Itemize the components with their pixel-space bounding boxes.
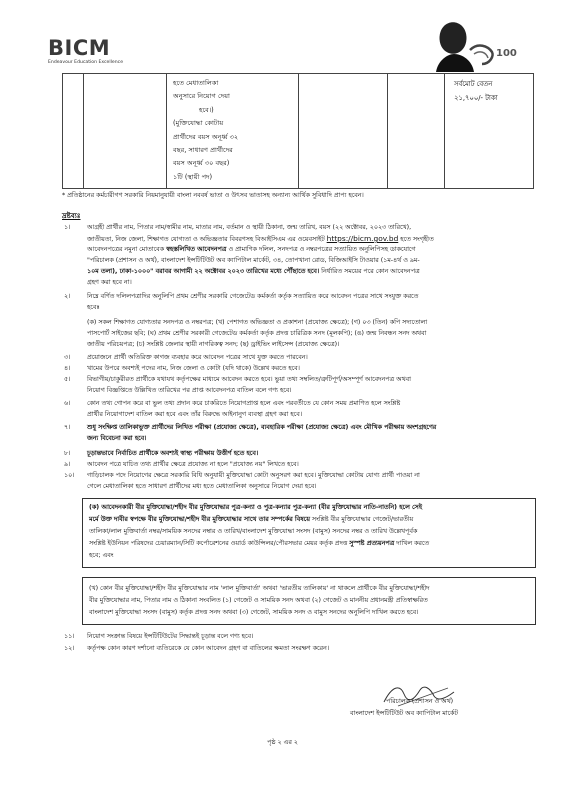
item-text: জাতীয় পরিচয়পত্র; (চ) সংশ্লিষ্ট জেলার স্থায়ী নাগরিকত্ব সনদ; (ছ) ড্রাইভিং লাইসেন্স (প্রযোজ্য ক্ষেত্রে)।	[87, 341, 340, 348]
item-text: কর্তৃপক্ষ কোন কারণ দর্শানো ব্যতিরেকে যে কোন আবেদন গ্রহণ বা বাতিলের ক্ষমতা সংরক্ষণ করেন।	[87, 645, 330, 652]
emblem-year: 100	[496, 48, 517, 59]
item-text: শুধু সংক্ষিপ্ত তালিকাভুক্ত প্রার্থীদের লিখিত পরীক্ষা (প্রযোজ্য ক্ষেত্রে), ব্যবহারিক পরীক্ষা (প্রযোজ্য ক্ষেত্রে) এবং মৌখিক পরীক্ষায় অংশগ্রহণের	[87, 424, 437, 431]
item-number: ১১।	[64, 633, 75, 640]
item-text-part: হতে সংগৃহীত	[398, 236, 434, 243]
item-text: নিয়োগ বিজ্ঞপ্তিতে উল্লিখিত তারিখের পর প্রাপ্ত আবেদনপত্র বাতিল বলে গণ্য হবে।	[87, 387, 292, 394]
item-text: আবেদন পত্রে যাচিত তথ্য প্রার্থীর ক্ষেত্রে প্রযোজ্য না হলে "প্রযোজ্য নয়" লিখতে হবে।	[87, 461, 299, 468]
item-text-part: ও প্রামাণিক দলিল, সনদপত্র ও নম্বরপত্রের সত্যায়িত অনুলিপিসহ ডাকযোগে	[226, 246, 416, 253]
item-text	[87, 266, 420, 277]
table-divider	[166, 74, 167, 188]
logo-text: BICM	[48, 36, 111, 60]
item-text-part: জাতীয়তা, নিজ জেলা, শিক্ষাগত যোগ্যতা ও অভিজ্ঞতার বিবরণসহ বিআইসিএম এর ওয়েবসাইট	[87, 236, 327, 243]
item-text: বিভাগীয়/চাকুরীরত প্রার্থীকে যথাযথ কর্তৃপক্ষের মাধ্যমে আবেদন করতে হবে। ভুয়া তথ্য সম্বলিত/ত্রুটিপূর্ণ/অসম্পূর্ণ আবেদনপত্র অথবা	[87, 376, 412, 383]
centenary-emblem	[430, 20, 522, 72]
logo-tagline: Endeavour Education Excellence	[48, 60, 124, 65]
item-text: চূড়ান্তভাবে নির্বাচিত প্রার্থীকে অবশ্যই স্বাস্থ্য পরীক্ষায় উত্তীর্ণ হতে হবে।	[87, 450, 259, 457]
box-text-bold: সুস্পষ্ট প্রত্যয়নপত্র	[349, 540, 395, 547]
item-text: নিয়োগ সংক্রান্ত বিষয়ে ইন্সটিটিউটের সিদ্ধান্তই চূড়ান্ত বলে গণ্য হবে।	[87, 633, 254, 640]
box-text-part: সংশ্লিষ্ট ইউনিয়ন পরিষদের চেয়ারম্যান/সিটি কর্পোরেশনের ওয়ার্ড কাউন্সিলর/পৌরসভার মেয়র কর্তৃক প্রদত্ত	[89, 540, 350, 547]
item-text: গ্রহণ করা হবে না।	[87, 279, 132, 286]
box-text: বীর মুক্তিযোদ্ধার নাম, পিতার নাম ও ঠিকানা সংবলিত (১) গেজেট ও সাময়িক সনদ অথবা (২) গেজেট ও মাননীয় প্রধানমন্ত্রী প্রতিস্বাক্ষরিত	[89, 597, 428, 604]
table-divider	[387, 74, 388, 188]
item-number: ৬।	[64, 400, 71, 407]
salary-cell	[454, 77, 534, 105]
salary-label: সর্বমোট বেতন	[454, 80, 493, 88]
item-number: ৯।	[64, 461, 71, 468]
box-text: বাংলাদেশ মুক্তিযোদ্ধা সংসদ (বামুস) কর্তৃক প্রদত্ত সনদ অথবা (৩) গেজেট, সাময়িক সনদ ও বামুস সনদের অনুলিপি দাখিল করতে হবে।	[89, 609, 419, 616]
item-number: ৫।	[64, 376, 71, 383]
table-cell-line: (মুক্তিযোদ্ধা কোটায়	[173, 119, 224, 128]
signatory-title: পরিচালক (প্রশাসন ও অর্থ)	[386, 698, 454, 705]
table-divider	[83, 74, 84, 188]
box-text: (খ) কোন বীর মুক্তিযোদ্ধা/শহীদ বীর মুক্তিযোদ্ধার নাম 'লাল মুক্তিবার্তা' অথবা 'ভারতীয় তালিকায়' না থাকলে প্রার্থীকে বীর মুক্তিযোদ্ধা/শহীদ	[89, 585, 430, 592]
table-cell-line: ১টি (স্থায়ী পদ)	[173, 172, 213, 181]
item-text: নিম্নে বর্ণিত দলিলপত্রাদির অনুলিপি প্রথম শ্রেণীর সরকারি গেজেটেড কর্মকর্তা কর্তৃক সত্যায়িত করে আবেদন পত্রের সাথে সংযুক্ত করতে	[87, 293, 419, 300]
deadline-text: আগামী ২২ অক্টোবর ২০২৩ তারিখের মধ্যে পৌঁছাতে হবে।	[173, 268, 320, 275]
item-number: ৩।	[64, 354, 71, 361]
item-text: গাড়িচালক পদে নিয়োগের ক্ষেত্রে সরকারি বিধি অনুযায়ী মুক্তিযোদ্ধা কোটা অনুসরণ করা হবে। মুক্তিযোদ্ধা কোটায় যোগ্য প্রার্থী পাওয়া না	[87, 472, 420, 479]
table-cell-line: হতে মেধাতালিকা	[173, 79, 219, 87]
item-text: গেলে মেধাতালিকা হতে সাধারণ প্রার্থীদের মধ্য হতে মেধাতালিকা অনুসারে নিয়োগ দেয়া হবে।	[87, 483, 317, 490]
post-table	[62, 73, 534, 189]
item-text: পাসপোর্ট সাইজের ছবি; (ঘ) প্রথম শ্রেণীর সরকারী গেজেটেড কর্মকর্তা কর্তৃক প্রদত্ত চারিত্রিক সনদ (মূলকপি); (ঙ) জন্ম নিবন্ধন সনদ অথবা	[87, 330, 427, 337]
item-number: ১২।	[64, 645, 75, 652]
item-number: ৮।	[64, 450, 71, 457]
item-text-bold: স্বহস্তলিখিত আবেদনপত্র	[166, 246, 227, 253]
item-text: (ক) সকল শিক্ষাগত যোগ্যতার সনদপত্র ও নম্বরপত্র; (খ) পেশাগত অভিজ্ঞতা ও প্রকাশনা (প্রযোজ্য ক্ষেত্রে); (গ) ০৩ (তিন) কপি সদ্যতোলা	[87, 319, 428, 326]
box-text-part: দাখিল করতে	[394, 540, 430, 547]
item-text: জন্য বিবেচনা করা হবে।	[87, 435, 147, 442]
salary-value: ২১,৭০০/- টাকা	[454, 94, 498, 102]
table-cell-line: বয়স অনূর্ধ্ব ৩০ বছর)	[173, 159, 230, 168]
freedom-fighter-box-kha	[82, 577, 536, 625]
benefits-note: * প্রতিষ্ঠানের কর্মচারীগণ সরকারি নিয়মানুযায়ী বাংলা নববর্ষ ভাতা ও উৎসব ভাতাসহ অন্যান্য আর্থিক সুবিধাদি প্রাপ্য হবেন।	[62, 192, 364, 199]
box-text	[89, 538, 429, 549]
item-text-part: নির্ধারিত সময়ের পরে কোন আবেদনপত্র	[319, 268, 420, 275]
table-cell-line: অনুসারে নিয়োগ দেয়া	[173, 92, 230, 101]
page-number: পৃষ্ঠ ২ এর ২	[267, 739, 298, 746]
item-number: ৪।	[64, 365, 71, 372]
notes-heading: দ্রষ্টব্যঃ	[62, 212, 81, 220]
box-text: (ক) আবেদনকারী বীর মুক্তিযোদ্ধা/শহীদ বীর মুক্তিযোদ্ধার পুত্র-কন্যা ও পুত্র-কন্যার পুত্র-কন্যা (বীর মুক্তিযোদ্ধার নাতি-নাতনি) হলে সেই	[89, 504, 422, 511]
box-text-bold: মর্মে উক্ত দাবীর স্বপক্ষে বীর মুক্তিযোদ্ধা/শহীদ বীর মুক্তিযোদ্ধার সাথে তার সম্পর্কের বিষয়ে	[89, 516, 310, 523]
portrait-icon	[430, 20, 522, 72]
item-text: আগ্রহী প্রার্থীর নাম, পিতার নাম/স্বামীর নাম, মাতার নাম, বর্তমান ও স্থায়ী ঠিকানা, জন্ম তারিখ, বয়স (২২ অক্টোবর, ২০২৩ তারিখে),	[87, 224, 412, 231]
quota-cell	[173, 77, 293, 184]
item-text	[87, 244, 416, 255]
website-link[interactable]: https://bicm.gov.bd	[326, 234, 399, 243]
table-cell-line: প্রার্থীদের বয়স অনূর্ধ্ব ৩২	[173, 132, 239, 141]
table-divider	[298, 74, 299, 188]
item-text: খামের উপরে অবশ্যই পদের নাম, নিজ জেলা ও কোটা (যদি থাকে) উল্লেখ করতে হবে।	[87, 365, 300, 372]
freedom-fighter-box-ka	[82, 498, 536, 568]
box-text-part: সংশ্লিষ্ট বীর মুক্তিযোদ্ধার গেজেট/ভারতীয়	[309, 516, 414, 523]
item-number: ৭।	[64, 424, 71, 431]
box-text: হবে; এবং	[89, 552, 114, 559]
item-number: ১।	[64, 224, 71, 231]
box-text	[89, 514, 413, 525]
item-text-bold: ১০ম তলা), ঢাকা-১০০০" বরাবর	[87, 268, 174, 275]
item-text: প্রয়োজনে প্রার্থী অতিরিক্ত কাগজ ব্যবহার করে আবেদন পত্রের সাথে যুক্ত করতে পারবেন।	[87, 354, 308, 361]
box-text: তালিকা/লাল মুক্তিবার্তা নম্বর/সাময়িক সনদের নম্বার ও তারিখ/বাংলাদেশ মুক্তিযোদ্ধা সংসদ (বামুস) সনদের নম্বর ও তারিখ উল্লেখপূর্বক	[89, 528, 418, 535]
item-number: ১০।	[64, 472, 75, 479]
item-text-part: আবেদনপত্রের নমুনা মোতাবেক	[87, 246, 167, 253]
item-text: কোন তথ্য গোপন করে বা ভুল তথ্য প্রদান করে চাকরিতে নিয়োগপ্রাপ্ত হলে এবং পরবর্তীতে যে কোন সময় প্রমাণিত হলে সংশ্লিষ্ট	[87, 400, 401, 407]
table-cell-line: হবে।)	[199, 105, 214, 114]
item-text: প্রার্থীর নিয়োগাদেশ বাতিল করা হবে এবং তাঁর বিরুদ্ধে আইনানুগ ব্যবস্থা গ্রহণ করা হবে।	[87, 411, 302, 418]
table-cell-line: বছর, সাধারণ প্রার্থীদের	[173, 146, 233, 155]
table-divider	[444, 74, 445, 188]
item-text: হবেঃ	[87, 304, 100, 311]
bicm-logo	[48, 36, 138, 68]
signatory-org: বাংলাদেশ ইন্সটিটিউট অব ক্যাপিটাল মার্কেট	[350, 710, 458, 717]
item-number: ২।	[64, 293, 71, 300]
item-text: "পরিচালক (প্রশাসন ও অর্থ), বাংলাদেশ ইন্সটিটিউট অব ক্যাপিটাল মার্কেট, ৩৪, তোপখানা রোড, বিজিআইসি টাওয়ার (১ম-৪র্থ ও ৯ম-	[87, 257, 420, 264]
